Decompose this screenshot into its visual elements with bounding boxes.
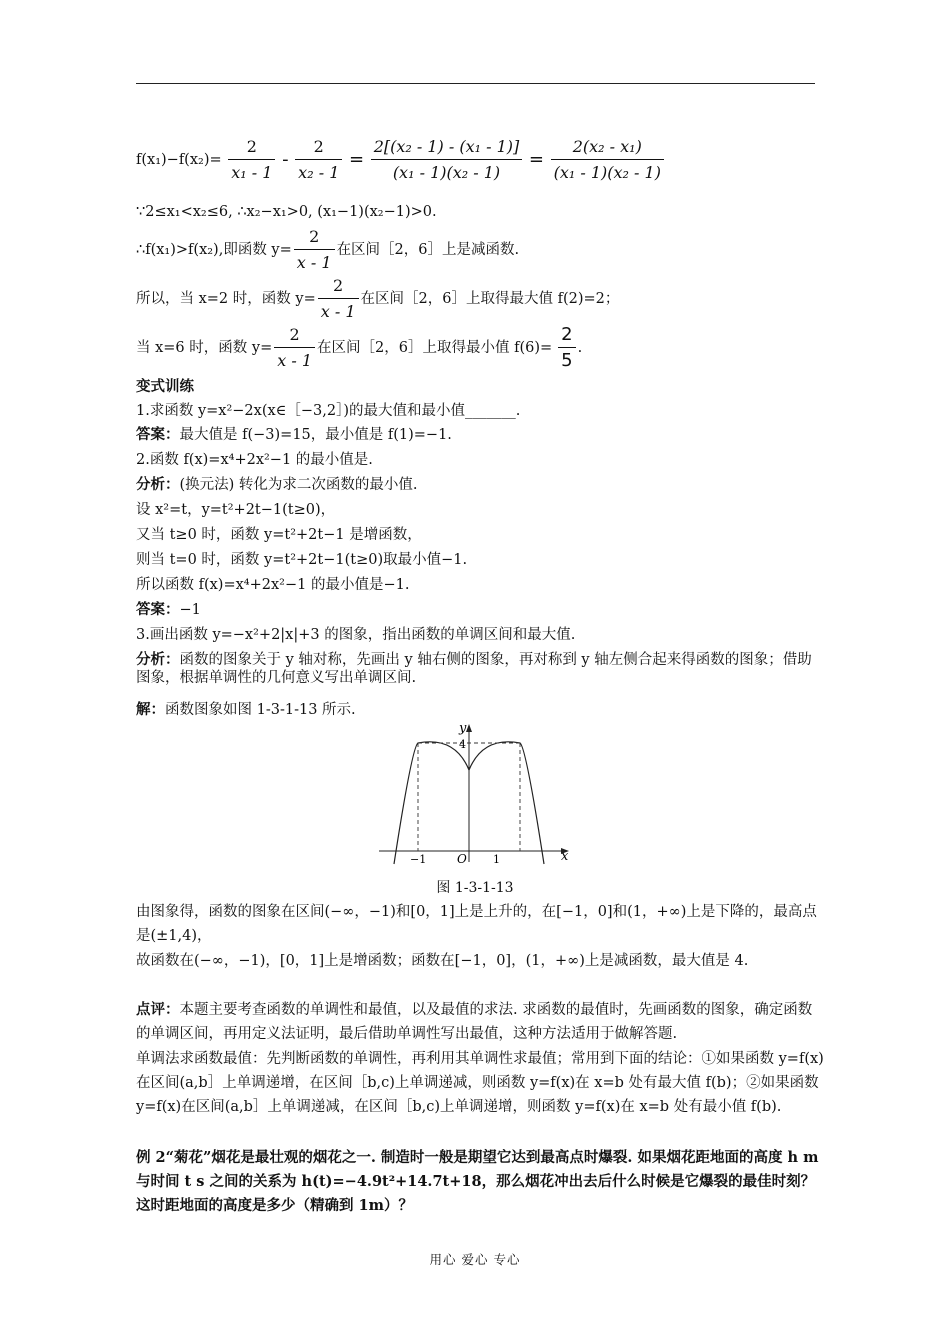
so-line <box>136 275 619 323</box>
when-num: 2 <box>274 324 315 348</box>
tick-1-label: 1 <box>493 853 500 866</box>
therefore-den: x - 1 <box>296 253 332 272</box>
solution-2-step-1: 设 x²=t，y=t²+2t−1(t≥0)， <box>136 502 336 518</box>
minus-sign: - <box>282 149 289 170</box>
therefore-num: 2 <box>294 226 335 250</box>
formula-lhs: f(x₁)−f(x₂)= <box>136 152 222 168</box>
figure-caption: 图 1-3-1-13 <box>436 880 514 896</box>
solution-2-step-4: 所以函数 f(x)=x⁴+2x²−1 的最小值是−1. <box>136 577 410 593</box>
fraction-a-den: x₁ - 1 <box>231 163 273 182</box>
question-3: 3.画出函数 y=−x²+2|x|+3 的图象，指出函数的单调区间和最大值. <box>136 627 576 643</box>
so-den: x - 1 <box>320 302 356 321</box>
fraction-d-num: 2(x₂ - x₁) <box>551 136 664 160</box>
answer-1 <box>136 426 452 444</box>
equals-sign-2: = <box>528 149 544 170</box>
fraction-d <box>551 136 664 184</box>
comment-text: 本题主要考查函数的单调性和最值，以及最值的求法. 求函数的最值时，先画函数的图象，确定函数的单调区间，再用定义法证明，最后借助单调性写出最值，这种方法适用于做解答题. <box>136 1002 813 1042</box>
question-2: 2.函数 f(x)=x⁴+2x²−1 的最小值是. <box>136 452 373 468</box>
equals-sign-1: = <box>348 149 365 170</box>
function-graph <box>375 718 575 866</box>
therefore-fraction <box>294 226 335 274</box>
so-post: 在区间［2，6］上取得最大值 f(2)=2； <box>360 291 620 307</box>
fraction-d-den: (x₁ - 1)(x₂ - 1) <box>553 163 661 182</box>
answer-2-label: 答案： <box>136 601 180 618</box>
when-den: x - 1 <box>277 351 313 370</box>
conclusion-1: 由图象得，函数的图象在区间(−∞，−1)和[0，1]上是上升的，在[−1，0]和(1，+∞)上是下降的，最高点是(±1,4)， <box>136 904 817 944</box>
when-mid: 在区间［2，6］上取得最小值 f(6)= <box>317 340 553 356</box>
analysis-3 <box>136 651 826 687</box>
fraction-c-den: (x₁ - 1)(x₂ - 1) <box>392 163 501 182</box>
question-1: 1.求函数 y=x²−2x(x∈［−3,2］)的最大值和最小值_______. <box>136 403 521 419</box>
y-axis-label: y <box>459 721 467 736</box>
example-2-text: “菊花”烟花是最壮观的烟花之一. 制造时一般是期望它达到最高点时爆裂. 如果烟花距地面的高度 h m 与时间 t s 之间的关系为 h(t)=−4.9t²+14.7t+18，那么烟花冲出去后什么时候是它爆裂的最佳时刻？这时距地面的高度是多少（精确到 1m）？ <box>136 1149 819 1214</box>
analysis-2-text: (换元法) 转化为求二次函数的最小值. <box>179 477 418 493</box>
y-axis-arrow <box>466 724 472 732</box>
answer-1-label: 答案： <box>136 426 180 443</box>
fraction-a-num: 2 <box>228 136 275 160</box>
when-fraction <box>274 324 315 372</box>
since-line: ∵2≤x₁<x₂≤6, ∴x₂−x₁>0, (x₁−1)(x₂−1)>0. <box>136 204 437 220</box>
origin-label: O <box>457 852 467 866</box>
analysis-2 <box>136 476 418 494</box>
x-axis-label: x <box>561 849 569 864</box>
example-2-label: 例 2 <box>136 1149 166 1166</box>
fraction-b-den: x₂ - 1 <box>298 163 340 182</box>
therefore-post: 在区间［2，6］上是减函数. <box>336 242 520 258</box>
solution-2-step-3: 则当 t=0 时，函数 y=t²+2t−1(t≥0)取最小值−1. <box>136 552 468 568</box>
when-pre: 当 x=6 时，函数 y= <box>136 340 273 356</box>
page-footer: 用心 爱心 专心 <box>429 1252 521 1267</box>
analysis-2-label: 分析： <box>136 476 180 493</box>
solution-2-step-2: 又当 t≥0 时，函数 y=t²+2t−1 是增函数， <box>136 527 422 543</box>
therefore-pre: ∴f(x₁)>f(x₂),即函数 y= <box>136 242 292 258</box>
answer-2 <box>136 601 201 619</box>
when-fraction-2 <box>558 324 575 372</box>
so-fraction <box>318 275 359 323</box>
when-line <box>136 324 582 372</box>
comment <box>136 998 826 1046</box>
analysis-3-text: 函数的图象关于 y 轴对称，先画出 y 轴右侧的图象，再对称到 y 轴左侧合起来得函数的图象；借助图象，根据单调性的几何意义写出单调区间. <box>136 652 812 686</box>
fraction-b <box>295 136 342 184</box>
fraction-c <box>371 136 523 184</box>
formula-line <box>136 136 666 184</box>
fraction-a <box>228 136 275 184</box>
answer-1-text: 最大值是 f(−3)=15，最小值是 f(1)=−1. <box>179 427 452 443</box>
solution-3-label: 解： <box>136 701 165 718</box>
when-end: . <box>577 340 583 356</box>
therefore-line <box>136 226 519 274</box>
section-title: 变式训练 <box>136 378 194 395</box>
example-2 <box>136 1146 826 1218</box>
monotonic-method: 单调法求函数最值：先判断函数的单调性，再利用其单调性求最值；常用到下面的结论：①如果函数 y=f(x)在区间(a,b］上单调递增，在区间［b,c)上单调递减，则函数 y=f(x)在 x=b 处有最大值 f(b)；②如果函数 y=f(x)在区间(a,b］上单调递减，在区间［b,c)上单调递增，则函数 y=f(x)在 x=b 处有最小值 f(b). <box>136 1051 824 1115</box>
tick-neg1-label: −1 <box>410 853 427 866</box>
comment-label: 点评： <box>136 1001 180 1018</box>
answer-2-text: −1 <box>179 602 201 618</box>
so-num: 2 <box>318 275 359 299</box>
conclusion-2: 故函数在(−∞，−1)，[0，1]上是增函数；函数在[−1，0]，(1，+∞)上是减函数，最大值是 4. <box>136 953 749 969</box>
analysis-3-label: 分析： <box>136 651 180 668</box>
tick-4-label: 4 <box>459 738 466 751</box>
solution-3-text: 函数图象如图 1-3-1-13 所示. <box>165 702 356 718</box>
header-rule <box>136 83 815 84</box>
solution-3 <box>136 701 356 719</box>
so-pre: 所以，当 x=2 时，函数 y= <box>136 291 316 307</box>
when-num-2: 2 <box>558 324 575 348</box>
fraction-c-num: 2[(x₂ - 1) - (x₁ - 1)] <box>371 136 523 160</box>
fraction-b-num: 2 <box>295 136 342 160</box>
when-den-2: 5 <box>561 350 573 371</box>
